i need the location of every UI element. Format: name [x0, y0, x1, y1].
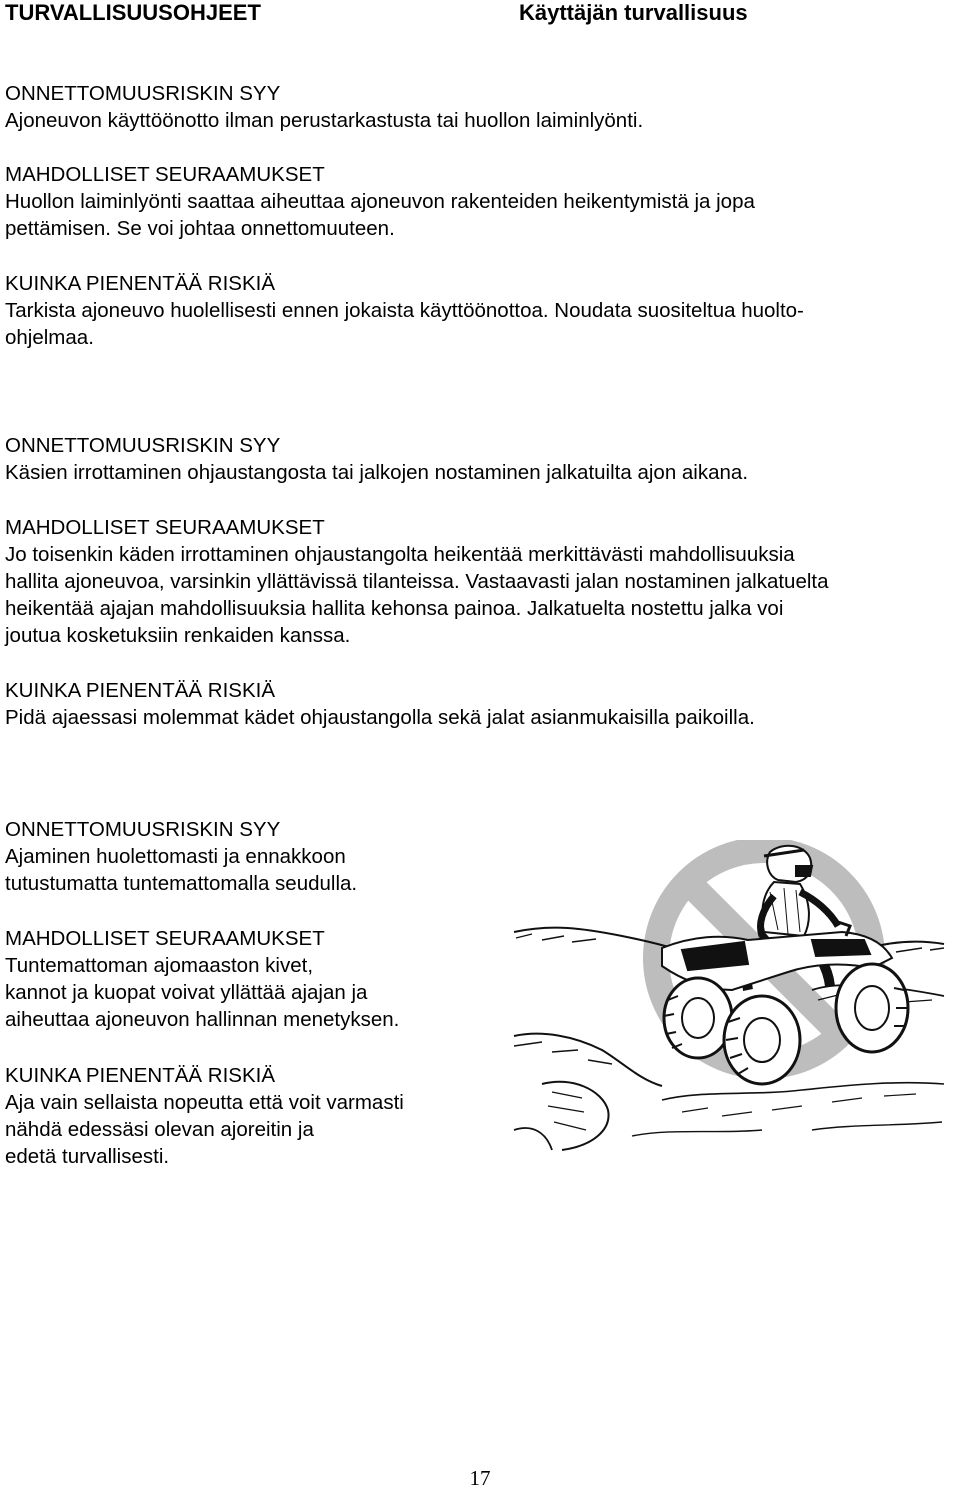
section-2-consequences-line-1: Jo toisenkin käden irrottaminen ohjaustangolta heikentää merkittävästi mahdollisuuksia — [5, 543, 795, 566]
section-1-consequences-line-1: Huollon laiminlyönti saattaa aiheuttaa ajoneuvon rakenteiden heikentymistä ja jopa — [5, 190, 755, 213]
atv-rider-prohibited-icon — [512, 840, 952, 1160]
section-2-reduce-line-1: Pidä ajaessasi molemmat kädet ohjaustangolla sekä jalat asianmukaisilla paikoilla. — [5, 706, 755, 729]
section-3-consequences-line-3: aiheuttaa ajoneuvon hallinnan menetyksen. — [5, 1008, 400, 1031]
header-right-title: Käyttäjän turvallisuus — [519, 0, 748, 25]
section-1-consequences-heading: MAHDOLLISET SEURAAMUKSET — [5, 163, 325, 186]
section-3-consequences-line-2: kannot ja kuopat voivat yllättää ajajan ja — [5, 981, 368, 1004]
section-2-reduce-heading: KUINKA PIENENTÄÄ RISKIÄ — [5, 679, 275, 702]
section-1-reduce-heading: KUINKA PIENENTÄÄ RISKIÄ — [5, 272, 275, 295]
section-1-cause-heading: ONNETTOMUUSRISKIN SYY — [5, 82, 281, 105]
section-1-consequences-line-2: pettämisen. Se voi johtaa onnettomuuteen. — [5, 217, 395, 240]
section-2-consequences-line-2: hallita ajoneuvoa, varsinkin yllättävissä tilanteissa. Vastaavasti jalan nostaminen jalkatuelta — [5, 570, 829, 593]
section-2-consequences-line-4: joutua kosketuksiin renkaiden kanssa. — [5, 624, 351, 647]
section-2-cause-line-1: Käsien irrottaminen ohjaustangosta tai jalkojen nostaminen jalkatuilta ajon aikana. — [5, 461, 749, 484]
section-1-cause-line-1: Ajoneuvon käyttöönotto ilman perustarkastusta tai huollon laiminlyönti. — [5, 109, 644, 132]
section-3-consequences-heading: MAHDOLLISET SEURAAMUKSET — [5, 927, 325, 950]
section-3-reduce-line-1: Aja vain sellaista nopeutta että voit varmasti — [5, 1091, 404, 1114]
page-number: 17 — [469, 1466, 491, 1490]
section-2-consequences-line-3: heikentää ajajan mahdollisuuksia hallita kehonsa painoa. Jalkatuelta nostettu jalka voi — [5, 597, 784, 620]
section-3-cause-heading: ONNETTOMUUSRISKIN SYY — [5, 818, 281, 841]
header-left-title: TURVALLISUUSOHJEET — [5, 0, 261, 25]
section-1-reduce-line-1: Tarkista ajoneuvo huolellisesti ennen jokaista käyttöönottoa. Noudata suositeltua huolto- — [5, 299, 804, 322]
section-3-reduce-line-2: nähdä edessäsi olevan ajoreitin ja — [5, 1118, 314, 1141]
section-2-cause-heading: ONNETTOMUUSRISKIN SYY — [5, 434, 281, 457]
section-1-reduce-line-2: ohjelmaa. — [5, 326, 94, 349]
section-3-cause-line-2: tutustumatta tuntemattomalla seudulla. — [5, 872, 358, 895]
section-3-consequences-line-1: Tuntemattoman ajomaaston kivet, — [5, 954, 314, 977]
section-3-reduce-heading: KUINKA PIENENTÄÄ RISKIÄ — [5, 1064, 275, 1087]
section-3-reduce-line-3: edetä turvallisesti. — [5, 1145, 170, 1168]
section-3-cause-line-1: Ajaminen huolettomasti ja ennakkoon — [5, 845, 346, 868]
section-2-consequences-heading: MAHDOLLISET SEURAAMUKSET — [5, 516, 325, 539]
